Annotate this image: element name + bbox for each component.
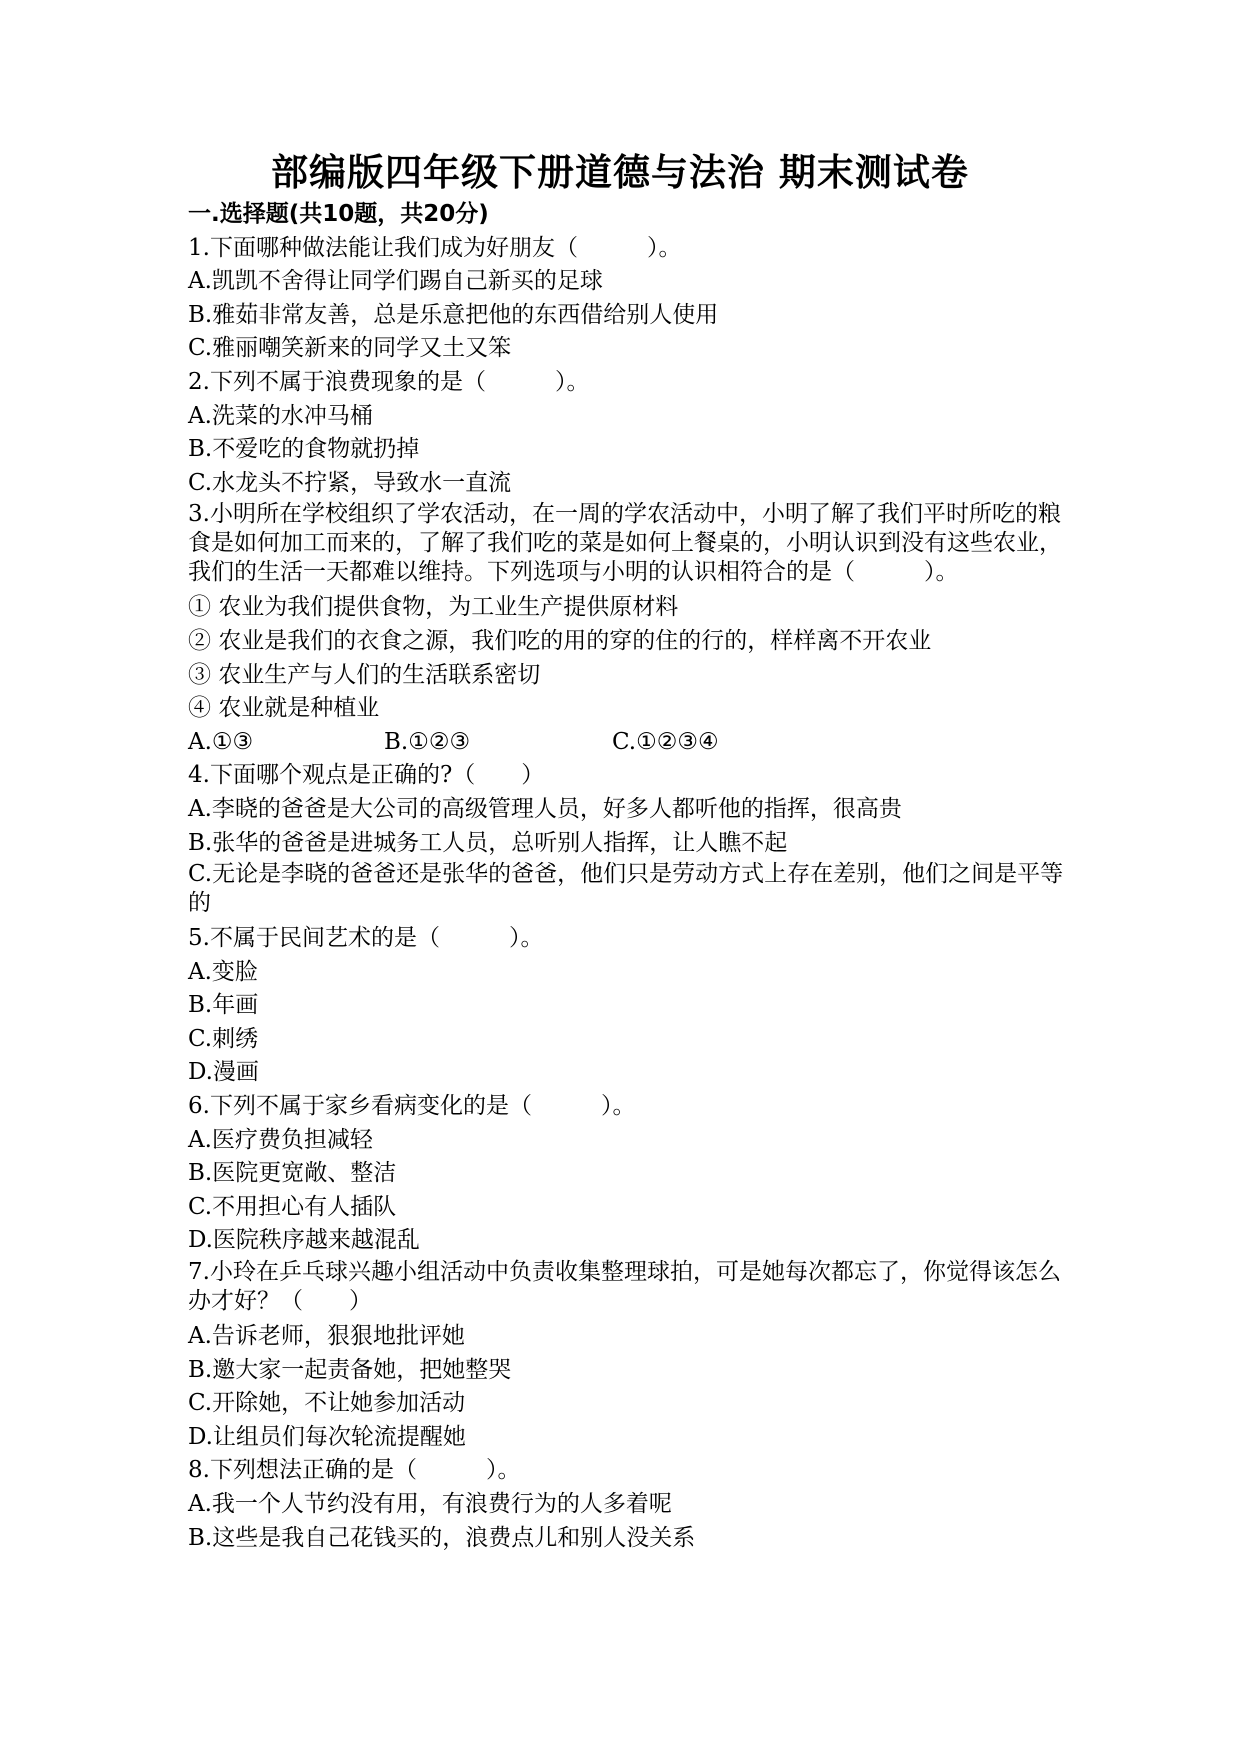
question-3-item-4: ④ 农业就是种植业	[188, 695, 380, 722]
question-1-option-a: A.凯凯不舍得让同学们踢自己新买的足球	[188, 268, 603, 295]
question-3-stem: 3.小明所在学校组织了学农活动，在一周的学农活动中，小明了解了我们平时所吃的粮食是如何加工而来的，了解了我们吃的菜是如何上餐桌的，小明认识到没有这些农业，我们的生活一天都难以维持。下列选项与小明的认识相符合的是（ ）。	[188, 501, 1062, 586]
question-8-stem: 8.下列想法正确的是（ ）。	[188, 1457, 521, 1484]
question-3-item-1: ① 农业为我们提供食物，为工业生产提供原材料	[188, 594, 679, 621]
question-6-option-a: A.医疗费负担减轻	[188, 1126, 373, 1153]
page-title: 部编版四年级下册道德与法治 期末测试卷	[271, 151, 969, 194]
question-6-option-c: C.不用担心有人插队	[188, 1193, 397, 1220]
question-4-option-c: C.无论是李晓的爸爸还是张华的爸爸，他们只是劳动方式上存在差别，他们之间是平等的	[188, 861, 1064, 917]
question-8-option-b: B.这些是我自己花钱买的，浪费点儿和别人没关系	[188, 1524, 696, 1551]
question-3-option-c: C.①②③④	[612, 728, 719, 755]
question-7-option-a: A.告诉老师，狠狠地批评她	[188, 1323, 465, 1350]
question-3-item-3: ③ 农业生产与人们的生活联系密切	[188, 661, 541, 688]
question-5-option-b: B.年画	[188, 992, 259, 1019]
section-heading: 一.选择题(共10题，共20分)	[188, 201, 489, 227]
question-5-stem: 5.不属于民间艺术的是（ ）。	[188, 925, 544, 952]
question-6-stem: 6.下列不属于家乡看病变化的是（ ）。	[188, 1093, 636, 1120]
question-8-option-a: A.我一个人节约没有用，有浪费行为的人多着呢	[188, 1491, 672, 1517]
question-6-option-b: B.医院更宽敞、整洁	[188, 1160, 397, 1187]
question-1-option-b: B.雅茹非常友善，总是乐意把他的东西借给别人使用	[188, 301, 719, 328]
question-5-option-d: D.漫画	[188, 1059, 259, 1086]
question-7-stem: 7.小玲在乒乓球兴趣小组活动中负责收集整理球拍，可是她每次都忘了，你觉得该怎么办才好？（ ）	[188, 1259, 1061, 1315]
question-3-option-a: A.①③	[188, 728, 254, 755]
exam-content	[188, 198, 1068, 1555]
question-4-stem: 4.下面哪个观点是正确的?（ ）	[188, 762, 545, 789]
question-2-option-c: C.水龙头不拧紧，导致水一直流	[188, 469, 512, 496]
question-4-option-b: B.张华的爸爸是进城务工人员，总听别人指挥，让人瞧不起	[188, 829, 788, 856]
question-6-option-d: D.医院秩序越来越混乱	[188, 1227, 420, 1254]
question-2-option-a: A.洗菜的水冲马桶	[188, 402, 373, 429]
question-1-stem: 1.下面哪种做法能让我们成为好朋友（ ）。	[188, 234, 682, 261]
question-7-option-c: C.开除她，不让她参加活动	[188, 1390, 466, 1417]
question-7-option-d: D.让组员们每次轮流提醒她	[188, 1423, 466, 1450]
question-2-stem: 2.下列不属于浪费现象的是（ ）。	[188, 368, 590, 395]
question-3-item-2: ② 农业是我们的衣食之源，我们吃的用的穿的住的行的，样样离不开农业	[188, 627, 932, 654]
question-3-options	[188, 726, 1068, 760]
question-2-option-b: B.不爱吃的食物就扔掉	[188, 436, 420, 463]
question-4-option-a: A.李晓的爸爸是大公司的高级管理人员，好多人都听他的指挥，很高贵	[188, 795, 902, 822]
question-3-option-b: B.①②③	[384, 728, 471, 755]
question-5-option-c: C.刺绣	[188, 1025, 259, 1052]
question-7-option-b: B.邀大家一起责备她，把她整哭	[188, 1356, 512, 1383]
question-5-option-a: A.变脸	[188, 958, 258, 985]
question-1-option-c: C.雅丽嘲笑新来的同学又土又笨	[188, 335, 512, 362]
